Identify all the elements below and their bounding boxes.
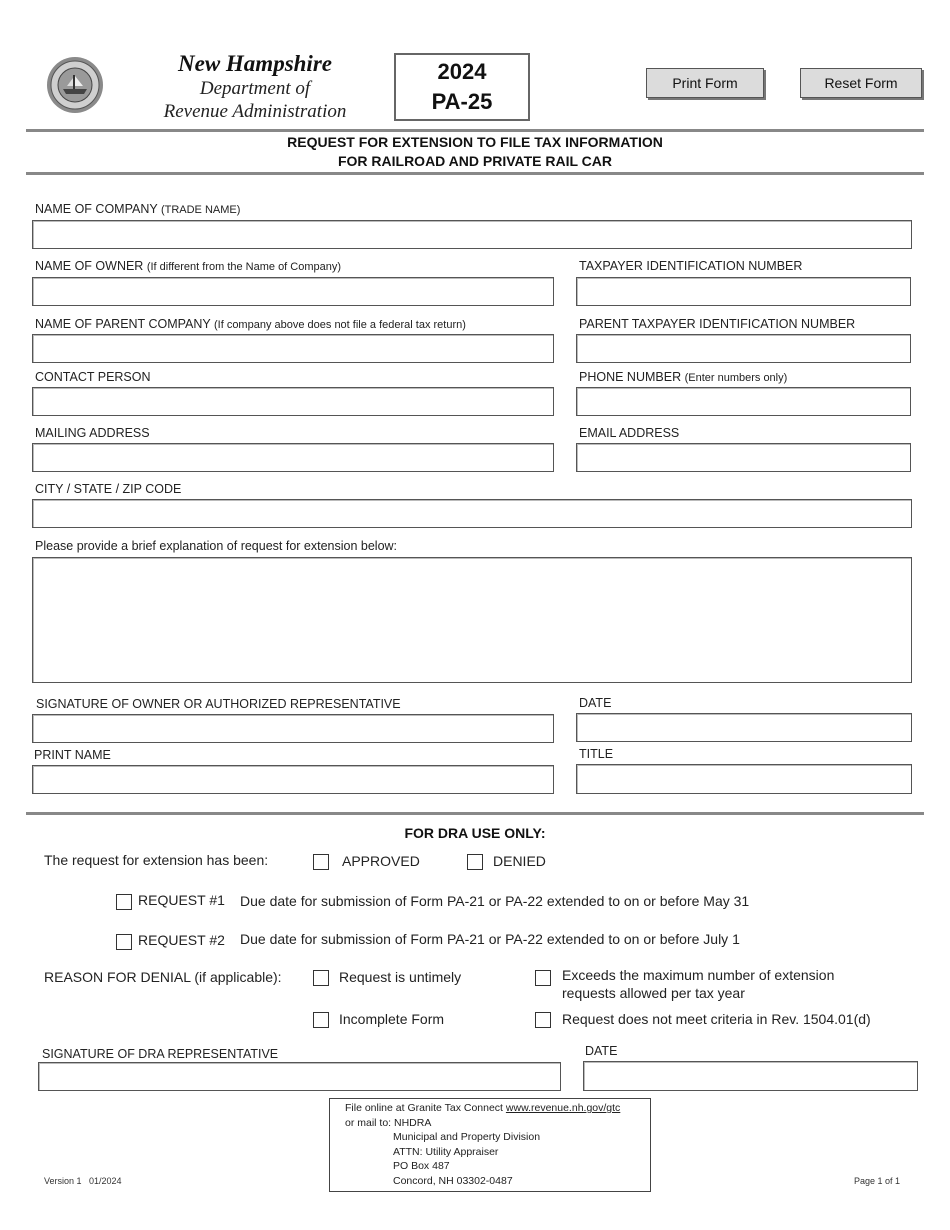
approved-label: APPROVED	[342, 853, 420, 869]
department-line-2: Revenue Administration	[163, 101, 347, 122]
tin-input[interactable]	[576, 277, 911, 306]
print-name-label: PRINT NAME	[34, 748, 111, 762]
form-number: PA-25	[431, 89, 493, 114]
title-input[interactable]	[576, 764, 912, 794]
mailing-address-input[interactable]	[32, 443, 554, 472]
phone-label	[579, 370, 787, 384]
dra-heading: FOR DRA USE ONLY:	[404, 825, 546, 841]
header-divider-top	[26, 129, 924, 132]
reason-exceeds-checkbox[interactable]	[535, 970, 551, 986]
reason-criteria-checkbox[interactable]	[535, 1012, 551, 1028]
denied-checkbox[interactable]	[467, 854, 483, 870]
mailing-info-box	[329, 1098, 651, 1192]
phone-label-text: PHONE NUMBER	[579, 370, 682, 384]
city-state-zip-label: CITY / STATE / ZIP CODE	[35, 482, 182, 496]
reason-incomplete-label: Incomplete Form	[339, 1011, 445, 1027]
state-name: New Hampshire	[178, 51, 332, 76]
company-name-note: (TRADE NAME)	[160, 204, 241, 216]
reason-untimely-label: Request is untimely	[339, 969, 462, 985]
dra-signature-label: SIGNATURE OF DRA REPRESENTATIVE	[42, 1047, 279, 1061]
dra-divider	[26, 812, 924, 815]
address-line-4: Concord, NH 03302-0487	[393, 1174, 513, 1187]
parent-company-label-text: NAME OF PARENT COMPANY	[35, 317, 211, 331]
print-name-input[interactable]	[32, 765, 554, 794]
parent-tin-input[interactable]	[576, 334, 911, 363]
dra-date-input[interactable]	[583, 1061, 918, 1091]
company-name-label-text: NAME OF COMPANY	[35, 202, 158, 216]
approved-checkbox[interactable]	[313, 854, 329, 870]
owner-name-input[interactable]	[32, 277, 554, 306]
request-1-label: REQUEST #1	[138, 892, 225, 908]
company-name-label	[35, 202, 240, 216]
nh-state-seal-icon	[46, 56, 104, 114]
dra-date-label: DATE	[585, 1044, 618, 1058]
header-divider-bottom	[26, 172, 924, 175]
tin-label: TAXPAYER IDENTIFICATION NUMBER	[579, 259, 803, 273]
department-line-1: Department of	[199, 78, 311, 99]
date-input[interactable]	[576, 713, 912, 742]
print-form-button[interactable]: Print Form	[646, 68, 764, 98]
form-title-line-1: REQUEST FOR EXTENSION TO FILE TAX INFORMATION	[287, 134, 663, 150]
explanation-textarea[interactable]	[32, 557, 912, 683]
address-line-3: PO Box 487	[393, 1160, 450, 1172]
mailing-address-label: MAILING ADDRESS	[35, 426, 150, 440]
company-name-input[interactable]	[32, 220, 912, 249]
request-2-label: REQUEST #2	[138, 932, 225, 948]
file-online-text: File online at Granite Tax Connect	[345, 1102, 503, 1114]
denial-reason-label: REASON FOR DENIAL (if applicable):	[44, 969, 282, 985]
page-number: Page 1 of 1	[854, 1176, 901, 1186]
address-line-2: ATTN: Utility Appraiser	[393, 1145, 499, 1158]
owner-name-label-text: NAME OF OWNER	[35, 259, 144, 273]
form-year: 2024	[437, 59, 487, 84]
reason-exceeds-label-line-1: Exceeds the maximum number of extension	[562, 967, 835, 983]
phone-note: (Enter numbers only)	[684, 372, 788, 384]
form-id-box	[394, 53, 530, 121]
gtc-link[interactable]: www.revenue.nh.gov/gtc	[505, 1102, 621, 1114]
parent-tin-label: PARENT TAXPAYER IDENTIFICATION NUMBER	[579, 317, 856, 331]
parent-company-input[interactable]	[32, 334, 554, 363]
reset-form-button[interactable]: Reset Form	[800, 68, 922, 98]
request-2-checkbox[interactable]	[116, 934, 132, 950]
reason-untimely-checkbox[interactable]	[313, 970, 329, 986]
phone-input[interactable]	[576, 387, 911, 416]
request-2-text: Due date for submission of Form PA-21 or PA-22 extended to on or before July 1	[240, 931, 740, 947]
contact-person-input[interactable]	[32, 387, 554, 416]
reason-exceeds-label-line-2: requests allowed per tax year	[562, 985, 745, 1001]
dra-signature-input[interactable]	[38, 1062, 561, 1091]
request-1-checkbox[interactable]	[116, 894, 132, 910]
form-title-line-2: FOR RAILROAD AND PRIVATE RAIL CAR	[337, 153, 613, 169]
email-label: EMAIL ADDRESS	[579, 426, 680, 440]
mail-to-line: or mail to: NHDRA	[345, 1116, 432, 1129]
contact-person-label: CONTACT PERSON	[35, 370, 151, 384]
explanation-label: Please provide a brief explanation of request for extension below:	[35, 539, 398, 553]
email-input[interactable]	[576, 443, 911, 472]
owner-name-note: (If different from the Name of Company)	[146, 261, 342, 273]
request-status-label: The request for extension has been:	[44, 852, 269, 868]
address-line-1: Municipal and Property Division	[393, 1131, 541, 1143]
signature-label: SIGNATURE OF OWNER OR AUTHORIZED REPRESENTATIVE	[36, 697, 401, 711]
reason-criteria-label: Request does not meet criteria in Rev. 1504.01(d)	[562, 1011, 871, 1027]
version-info: Version 1 01/2024	[44, 1176, 122, 1186]
date-label: DATE	[579, 696, 612, 710]
parent-company-label	[35, 317, 466, 331]
parent-company-note: (If company above does not file a federal tax return)	[213, 319, 466, 331]
request-1-text: Due date for submission of Form PA-21 or PA-22 extended to on or before May 31	[240, 893, 750, 909]
reason-incomplete-checkbox[interactable]	[313, 1012, 329, 1028]
denied-label: DENIED	[493, 853, 546, 869]
file-online-line	[345, 1101, 650, 1116]
signature-input[interactable]	[32, 714, 554, 743]
owner-name-label	[35, 259, 341, 273]
city-state-zip-input[interactable]	[32, 499, 912, 528]
title-label: TITLE	[579, 747, 614, 761]
